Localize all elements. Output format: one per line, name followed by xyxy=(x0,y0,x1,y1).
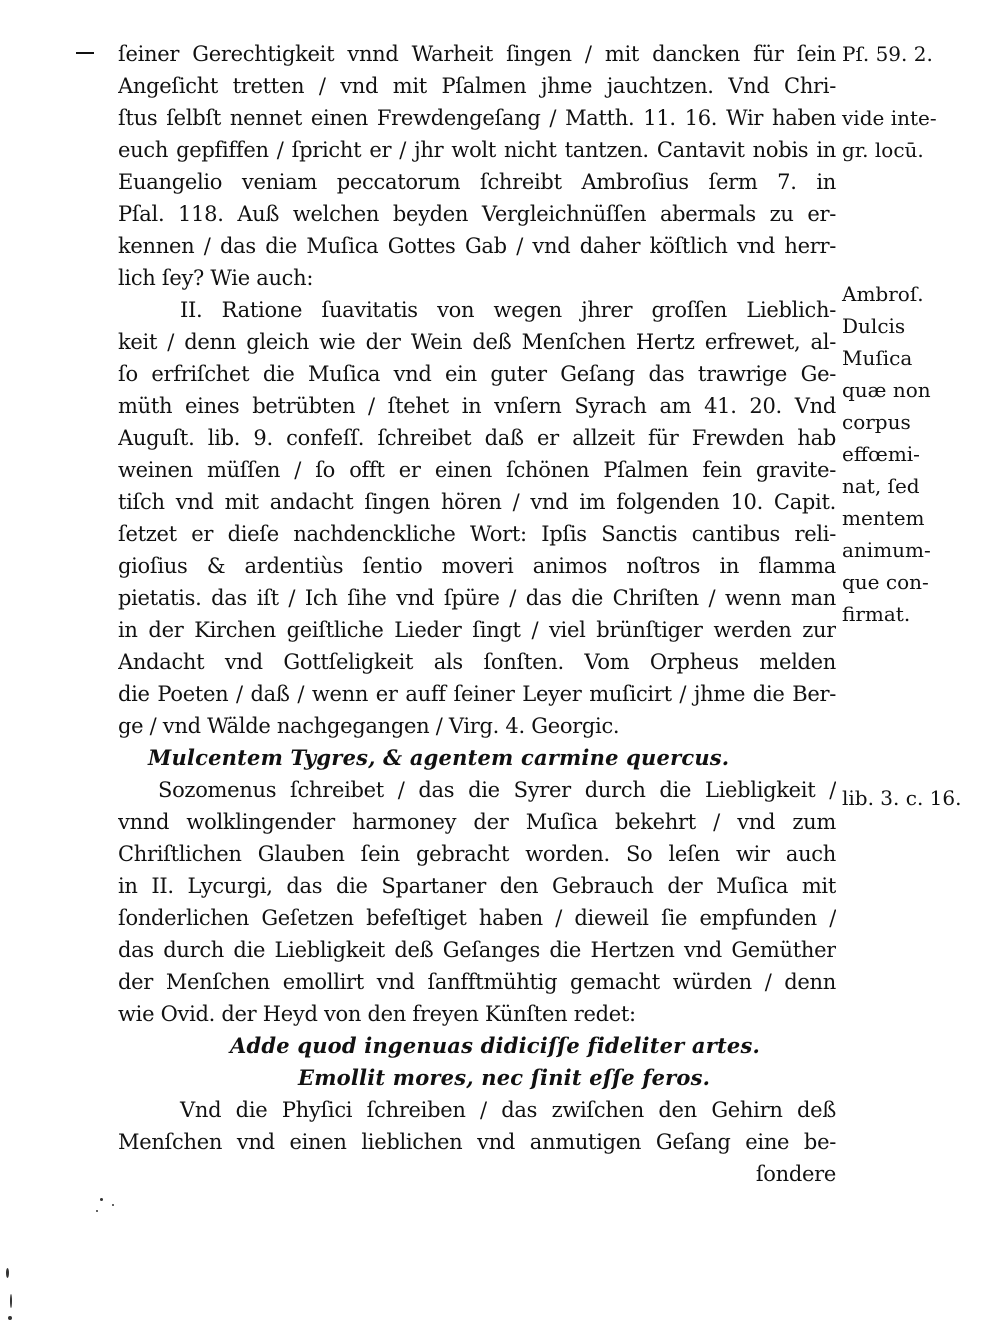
catchword: ſondere xyxy=(755,1162,836,1186)
margin-note: lib. 3. c. 16. xyxy=(842,786,962,810)
text-line: Menſchen vnd einen lieblichen vnd anmutigen Geſang eine be- xyxy=(118,1130,836,1154)
text-line: pietatis. das iſt / Ich ſihe vnd ſpüre / das die Chriſten / wenn man xyxy=(118,586,836,610)
margin-note: nat, ſed xyxy=(842,474,920,498)
text-line: ſo erfriſchet die Muſica vnd ein guter Geſang das trawrige Ge- xyxy=(118,362,836,386)
text-line: ge / vnd Wälde nachgegangen / Virg. 4. Georgic. xyxy=(118,714,620,738)
text-line: wie Ovid. der Heyd von den freyen Künſten redet: xyxy=(118,1002,636,1026)
margin-note: Muſica xyxy=(842,346,913,370)
text-line: Chriſtlichen Glauben ſein gebracht worden. So leſen wir auch xyxy=(118,842,836,866)
verse-line: Mulcentem Tygres, & agentem carmine quercus. xyxy=(148,745,730,770)
text-line: lich ſey? Wie auch: xyxy=(118,266,314,290)
margin-note: gr. locū. xyxy=(842,138,924,162)
text-line: tiſch vnd mit andacht ſingen hören / vnd im folgenden 10. Capit. xyxy=(118,490,836,514)
text-line: das durch die Liebligkeit deß Geſanges die Hertzen vnd Gemüther xyxy=(118,938,836,962)
margin-dash-mark xyxy=(76,52,94,54)
text-line: II. Ratione ſuavitatis von wegen jhrer groſſen Lieblich- xyxy=(180,298,836,322)
margin-note: que con- xyxy=(842,570,929,594)
margin-note: animum- xyxy=(842,538,931,562)
text-line: in II. Lycurgi, das die Spartaner den Gebrauch der Muſica mit xyxy=(118,874,836,898)
text-line: ſetzet er dieſe nachdenckliche Wort: Ipſis Sanctis cantibus reli- xyxy=(118,522,836,546)
margin-note: mentem xyxy=(842,506,925,530)
text-line: euch gepfiffen / ſpricht er / jhr wolt nicht tantzen. Cantavit nobis in xyxy=(118,138,836,162)
text-line: gioſius & ardentiùs ſentio moveri animos noſtros in flamma xyxy=(118,554,836,578)
verse-line: Emollit mores, nec ſinit eſſe feros. xyxy=(298,1065,711,1090)
margin-note: firmat. xyxy=(842,602,911,626)
main-text-column xyxy=(118,38,836,1190)
text-line: Andacht vnd Gottſeligkeit als ſonſten. Vom Orpheus melden xyxy=(118,650,836,674)
text-line: in der Kirchen geiſtliche Lieder ſingt / viel brünſtiger werden zur xyxy=(118,618,836,642)
margin-note: Dulcis xyxy=(842,314,906,338)
margin-note: effœmi- xyxy=(842,442,920,466)
text-line: Angeſicht tretten / vnd mit Pſalmen jhme jauchtzen. Vnd Chri- xyxy=(118,74,836,98)
margin-note: quæ non xyxy=(842,378,931,402)
text-line: müth eines betrübten / ſtehet in vnſern Syrach am 41. 20. Vnd xyxy=(118,394,836,418)
text-line: keit / denn gleich wie der Wein deß Menſchen Hertz erfrewet, al- xyxy=(118,330,836,354)
text-line: der Menſchen emollirt vnd ſanfftmühtig gemacht würden / denn xyxy=(118,970,836,994)
margin-note: vide inte- xyxy=(842,106,937,130)
text-line: weinen müſſen / ſo offt er einen ſchönen Pſalmen fein gravite- xyxy=(118,458,836,482)
text-line: Pſal. 118. Auß welchen beyden Vergleichnüſſen abermals zu er- xyxy=(118,202,836,226)
text-line: Euangelio veniam peccatorum ſchreibt Ambroſius ſerm 7. in xyxy=(118,170,836,194)
text-line: vnnd wolklingender harmoney der Muſica bekehrt / vnd zum xyxy=(118,810,836,834)
text-line: Sozomenus ſchreibet / das die Syrer durch die Liebligkeit / xyxy=(158,778,836,802)
text-line: ſonderlichen Geſetzen befeſtiget haben / dieweil ſie empfunden / xyxy=(118,906,836,930)
print-specks xyxy=(0,1190,120,1330)
text-line: ſtus ſelbſt nennet einen Frewdengeſang / Matth. 11. 16. Wir haben xyxy=(118,106,836,130)
margin-note: Ambroſ. xyxy=(842,282,924,306)
margin-note: Pſ. 59. 2. xyxy=(842,42,933,66)
text-line: kennen / das die Muſica Gottes Gab / vnd daher köſtlich vnd herr- xyxy=(118,234,836,258)
text-line: ſeiner Gerechtigkeit vnnd Warheit ſingen / mit dancken für ſein xyxy=(118,42,836,66)
text-line: die Poeten / daß / wenn er auff ſeiner Leyer muſicirt / jhme die Ber- xyxy=(118,682,836,706)
margin-note: corpus xyxy=(842,410,911,434)
text-line: Vnd die Phyſici ſchreiben / das zwiſchen den Gehirn deß xyxy=(180,1098,836,1122)
verse-line: Adde quod ingenuas didiciſſe fideliter artes. xyxy=(230,1033,760,1058)
text-line: Auguſt. lib. 9. confeſſ. ſchreibet daß er allzeit für Frewden hab xyxy=(118,426,836,450)
